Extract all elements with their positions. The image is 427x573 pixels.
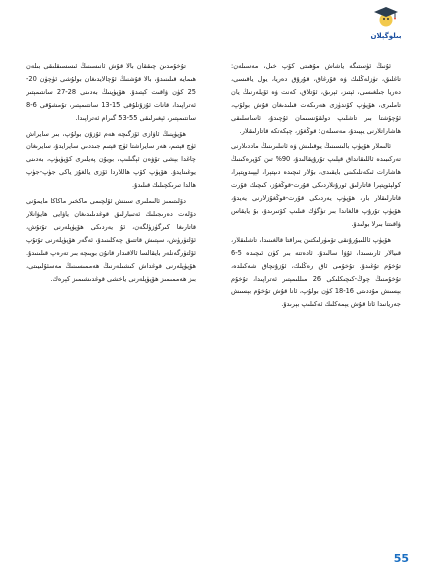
- graduation-cap-icon: [373, 6, 399, 28]
- paragraph: ھۆپۈپ ئاللىبۇرۇنقى تۆمۈرلىكتىن يىراقتا قالغىنىدا، تاشلىقلار، قىيالار ئارىسىدا، ئۇۋا سالىدۇ. ئادەتتە بىر كۈن ئىچىدە 5-6 تۇخۇم تۇغىدۇ. تۇخۇمى ئاق رەڭلىك، ئۇزۇنچاق شەكىلدە، تۇخۇمنىڭ چوڭ-كىچىكلىكى 26 مىللىمېتىر ئەتراپىدا، تۇخۇم بېسىش مۇددىتى 16-18 كۈن بولۇپ، ئانا قۇش تۇخۇم بېسىش جەريانىدا ئاتا قۇش يېمەكلىك ئەكىلىپ بېرىدۇ.: [231, 235, 401, 309]
- paragraph: ھۆپۈپنىڭ ئاۋازى ئۆزگىچە ھەم ئۇزۇن بولۇپ، بىر سايراش ئۈچ قېتىم، ھەر سايراشتا ئۈچ قېتىم جىددىي سايرايدۇ، سايرىغان چاغدا بېشى تۆۋەن ئېگىلىپ، بويۇن پەيلىرى كۆپۈيۈپ، بەدىنى يوغىنايدۇ. ھۆپۈپ كۆپ ھاللاردا ئۆزى يالغۇز ياكى جۈپ-جۈپ ھالدا تىرىكچىلىك قىلىدۇ.: [26, 129, 196, 190]
- paragraph: ئۇنىڭ ئۈستىگە ياشاش مۇھىتى كۆپ خىل، مەسىلەن: تاغلىق، تۈزلەڭلىك ۋە قۇرغاق، قۇرۇق دەريا، يول ياقىسى، دەريا جىلغىسى، ئېتىز، ئېرىق، ئۆتلاق، كەنت ۋە ئۆيلەرنىڭ يان تاملىرى، ھۆپۈپ كۆندۈزى ھەرىكەت قىلىدىغان قۇش بولۇپ، ئۇچۇشتا بىر تاشلىپ دولقۇنسىمان ئۇچىدۇ، ئاساسلىقى ھاشاراتلارنى يېيىدۇ، مەسىلەن: قوڭغۇز، چېكەتكە قاتارلىقلار.: [231, 62, 401, 135]
- paragraph: دۆلىتىمىز ئالىملىرى سىنش ئۆلچىمى ماكخىر ماكاكا مايمۇنى دۆلەت دەرىجىلىك ئەتىبارلىق قوغدىلىدىغان ياۋايى ھايۋانلار قاتارىغا كىرگۈزۈلگەن، ئۇ يەردىكى ھۆپۈپلەرنى تۇتۇش، ئۆلتۈرۈش، سېتىش قاتتىق چەكلىنىدۇ، ئەگەر ھۆپۈپلەرنى تۇتۇپ ئۆلتۈرگەنلەر بايقالسا ئالاقىدار قانۇن بويىچە بىر تەرەپ قىلىنىدۇ. ھۆپۈپلەرنى قوغداش كىشىلەرنىڭ ھەممىسىنىڭ مەسئۇلىيىتى، بىز ھەممىمىز ھۆپۈپلەرنى ياخشى قوغدىشىمىز كېرەك.: [26, 197, 196, 283]
- paragraph: ئالىملار ھۆپۈپ بالىسىنىڭ يوقىلىش ۋە ئانىلىرىنىڭ ماددىلارنى تەركىبىدە ئاللىقانداق قېلىپ تۇرۇپقالىدۇ، 90% تىن كۆپرەكىنىڭ ھاشارات ئىكەنلىكىنى بايقىدى، بۇلار ئىچىدە دىپتېرا، لېپىدوپتېرا، كولېئوپتېرا قاتارلىق ئورۇنلاردىكى قۇرت-قوڭغۇز، كىچىك قۇرت قاتارلىقلار بار، ھۆپۈپ يەردىكى قۇرت-قوڭغۇزلارنى يەيدۇ، ھۆپۈپ تۇرۇپ قالغاندا بىر تۈگۈك قىلىپ كۆتىرىدۇ، بۇ يايقاس ۋاقىتتا بىرلا بولىدۇ.: [231, 142, 401, 228]
- text-column-left: [26, 60, 196, 550]
- paragraph: تۇخۇمدىن چىققان بالا قۇش ئانىسىنىڭ ئىسسىقلىقى بىلەن ھىمايە قىلىنىدۇ، بالا قۇشنىڭ ئۇچالايدىغان بولۇشى ئۈچۈن 20-25 كۈن ۋاقىت كېتىدۇ. ھۆپۈپنىڭ بەدىنى 28-27 سانتىمېتىر ئەتراپىدا، قانات ئۇزۇنلۇقى 15-13 سانتىمېتىر، تۇمشۇقى 6-8 سانتىمېتىر، ئېغىرلىقى 55-53 گىرام ئەتراپىدا.: [26, 62, 196, 122]
- magazine-logo: [357, 6, 415, 50]
- text-column-right: [231, 60, 401, 550]
- logo-text: بىلوگېلان: [370, 32, 402, 40]
- page-number: 55: [393, 552, 409, 565]
